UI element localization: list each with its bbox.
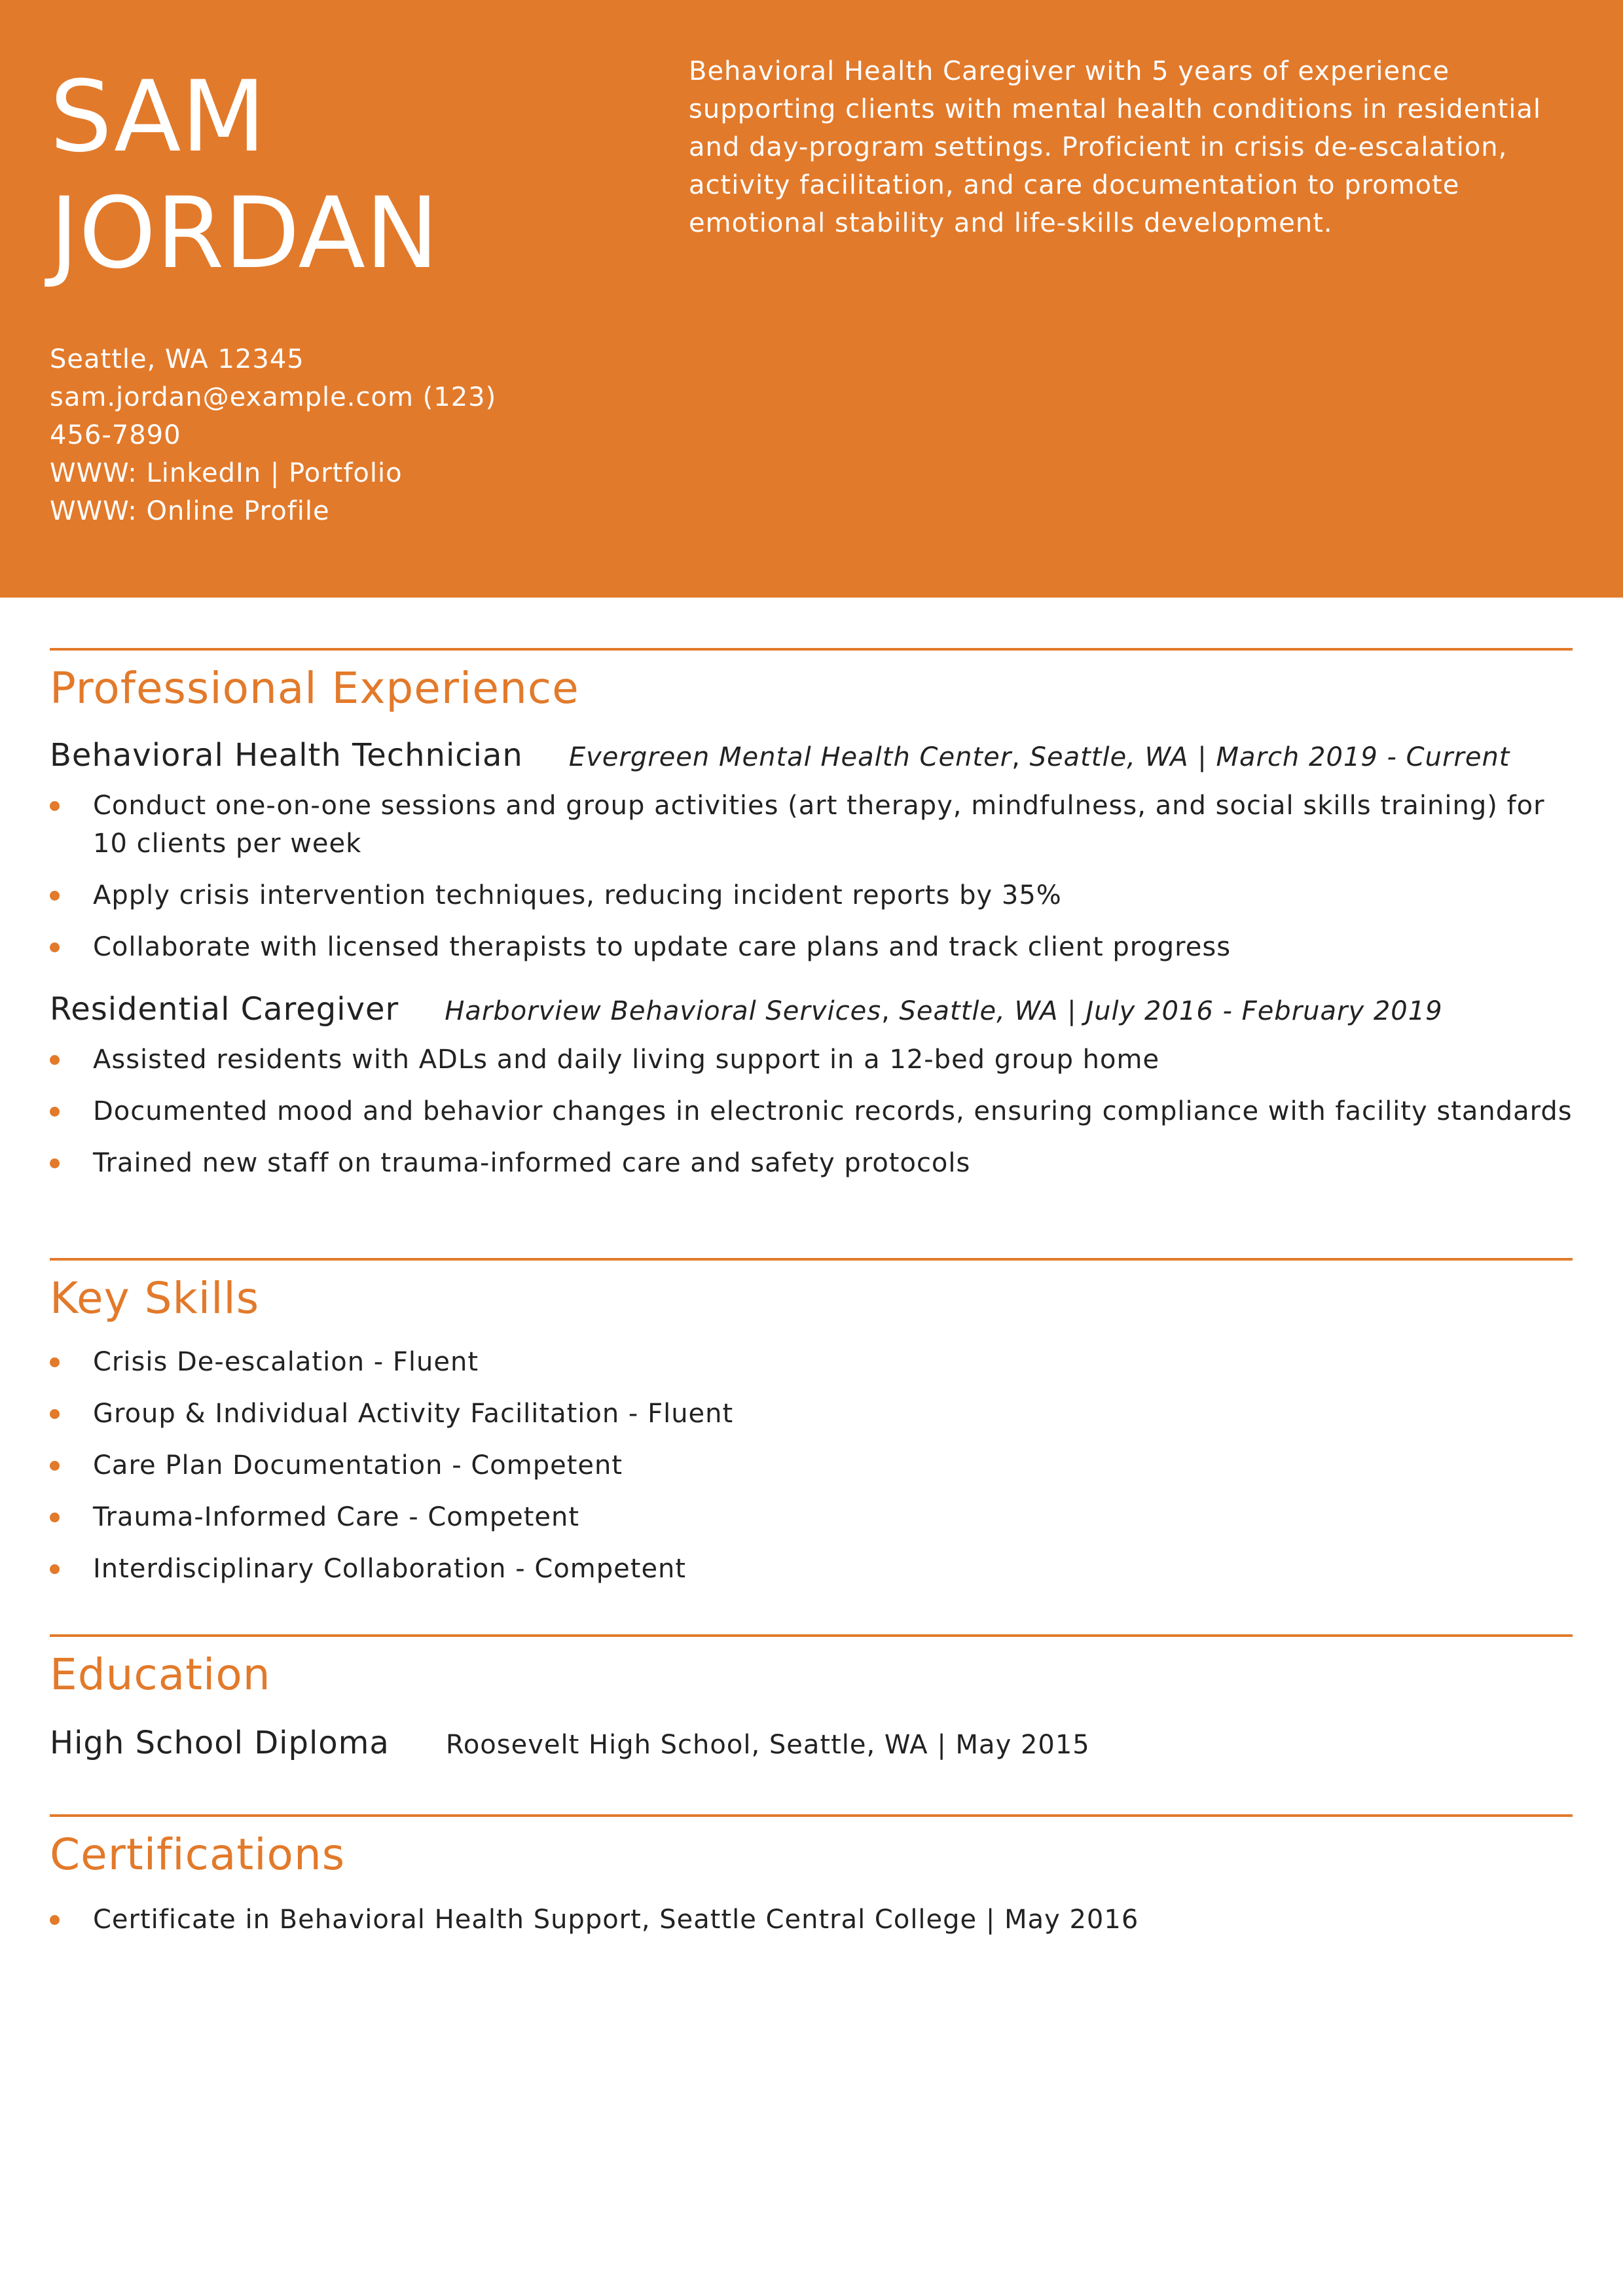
meta-separator: ,	[1012, 742, 1030, 772]
section-divider	[50, 1258, 1573, 1261]
header-banner	[0, 0, 1623, 598]
job-dates: July 2016 - February 2019	[1085, 996, 1443, 1026]
contact-phone: 456-7890	[50, 420, 181, 450]
job-location: Seattle, WA	[1029, 742, 1189, 772]
bullet-icon	[50, 1409, 60, 1419]
bullet-icon	[50, 1513, 60, 1522]
job-meta	[445, 992, 1442, 1030]
education-details: Roosevelt High School, Seattle, WA | May 2015	[445, 1730, 1090, 1760]
certifications-list	[50, 1901, 1573, 1939]
list-item: Assisted residents with ADLs and daily living support in a 12-bed group home	[50, 1041, 1573, 1079]
list-item: Care Plan Documentation - Competent	[50, 1446, 1573, 1484]
contact-info	[50, 340, 528, 530]
section-divider	[50, 1634, 1573, 1637]
list-item: Apply crisis intervention techniques, reducing incident reports by 35%	[50, 876, 1573, 914]
bullet-icon	[50, 1158, 60, 1168]
job-title: Residential Caregiver	[50, 991, 399, 1028]
job-dates: March 2019 - Current	[1216, 742, 1510, 772]
bullet-icon	[50, 1357, 60, 1367]
section-title: Key Skills	[50, 1273, 260, 1323]
section-divider	[50, 648, 1573, 651]
job-bullets	[50, 1041, 1573, 1182]
meta-separator: ,	[881, 996, 900, 1026]
section-title: Education	[50, 1649, 271, 1700]
job-bullets	[50, 787, 1573, 966]
contact-email[interactable]: sam.jordan@example.com (123)	[50, 382, 497, 412]
first-name: SAM	[50, 60, 266, 174]
bullet-icon	[50, 1461, 60, 1471]
bullet-icon	[50, 1107, 60, 1117]
list-item: Trained new staff on trauma-informed care and safety protocols	[50, 1144, 1573, 1182]
contact-online-profile[interactable]: WWW: Online Profile	[50, 496, 330, 526]
meta-separator: |	[1058, 996, 1086, 1026]
list-item: Group & Individual Activity Facilitation - Fluent	[50, 1395, 1573, 1433]
bullet-icon	[50, 891, 60, 901]
section-certifications	[50, 1814, 1573, 1952]
section-title: Certifications	[50, 1829, 346, 1880]
list-item: Conduct one-on-one sessions and group activities (art therapy, mindfulness, and social skills training) for 10 clients per week	[50, 787, 1573, 863]
job-employer: Harborview Behavioral Services	[445, 996, 882, 1026]
section-skills	[50, 1258, 1573, 1602]
professional-summary: Behavioral Health Caregiver with 5 years of experience supporting clients with mental health conditions in residential and day-program settings. Proficient in crisis de-escalation, activity facilitation, and care documentation to promote emotional stability and life-skills development.	[689, 56, 1542, 238]
job-title: Behavioral Health Technician	[50, 737, 523, 774]
job-location: Seattle, WA	[899, 996, 1059, 1026]
bullet-icon	[50, 1564, 60, 1574]
last-name: JORDAN	[50, 177, 439, 291]
bullet-icon	[50, 1055, 60, 1065]
bullet-icon	[50, 942, 60, 952]
job-header	[50, 734, 1573, 776]
job-header	[50, 988, 1573, 1030]
education-entry	[50, 1722, 1573, 1764]
job-employer: Evergreen Mental Health Center	[568, 742, 1012, 772]
section-education	[50, 1634, 1573, 1764]
section-divider	[50, 1814, 1573, 1817]
list-item: Collaborate with licensed therapists to update care plans and track client progress	[50, 928, 1573, 966]
list-item: Certificate in Behavioral Health Support, Seattle Central College | May 2016	[50, 1901, 1573, 1939]
contact-web-links[interactable]: WWW: LinkedIn | Portfolio	[50, 458, 403, 488]
list-item: Documented mood and behavior changes in electronic records, ensuring compliance with facility standards	[50, 1092, 1573, 1130]
list-item: Interdisciplinary Collaboration - Competent	[50, 1550, 1573, 1588]
job-meta	[569, 738, 1510, 776]
meta-separator: |	[1188, 742, 1216, 772]
bullet-icon	[50, 801, 60, 811]
candidate-name	[50, 59, 639, 292]
skills-list	[50, 1343, 1573, 1588]
list-item: Crisis De-escalation - Fluent	[50, 1343, 1573, 1381]
section-title: Professional Experience	[50, 663, 579, 713]
degree-title: High School Diploma	[50, 1725, 390, 1761]
list-item: Trauma-Informed Care - Competent	[50, 1498, 1573, 1536]
section-experience	[50, 648, 1573, 1196]
bullet-icon	[50, 1915, 60, 1925]
contact-location: Seattle, WA 12345	[50, 344, 304, 374]
